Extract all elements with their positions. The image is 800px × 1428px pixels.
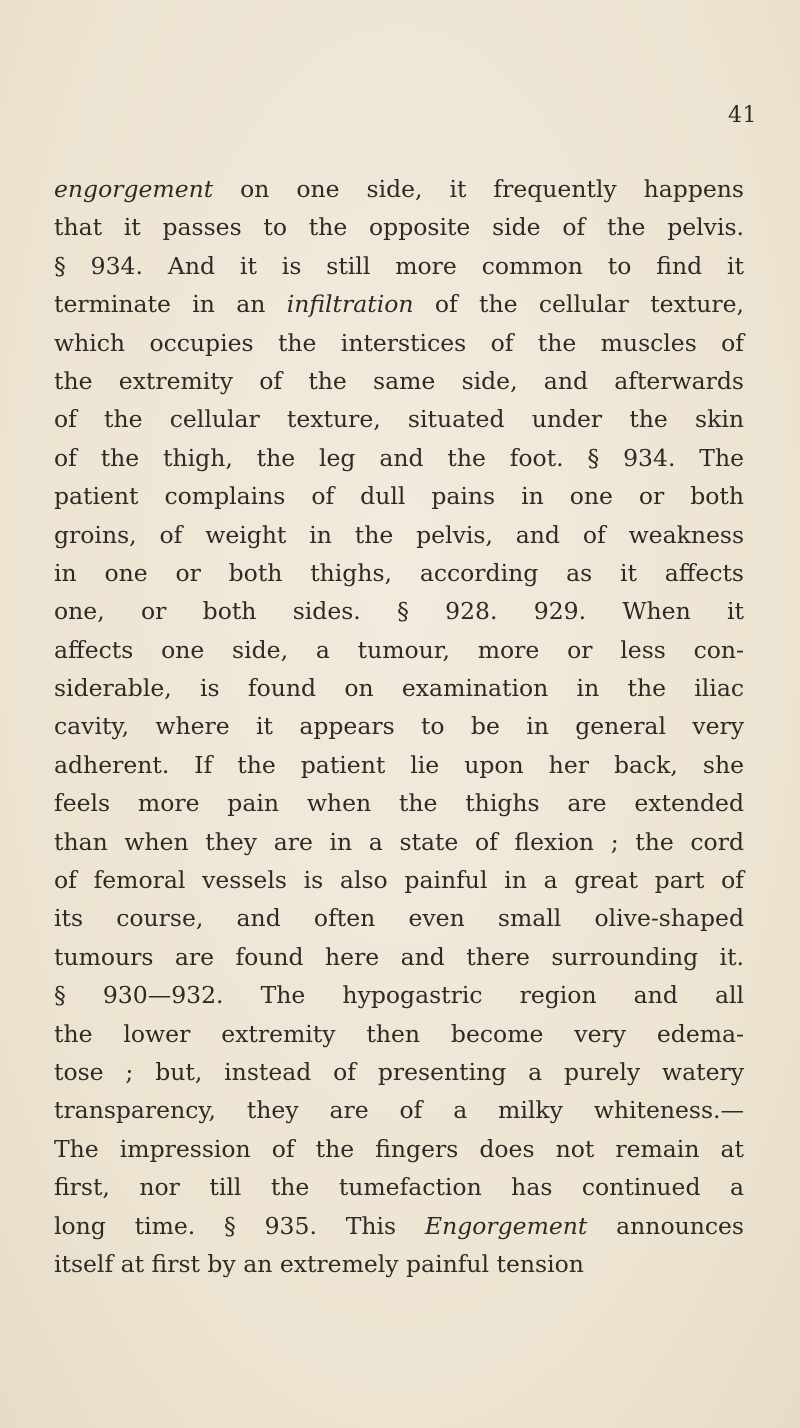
text-line [54, 707, 744, 745]
italic-text: infiltration [286, 290, 414, 319]
text-line [54, 1091, 744, 1129]
text-line [54, 746, 744, 784]
text-line [54, 938, 744, 976]
text-segment: on one side, it frequently happens [213, 175, 744, 203]
text-segment: long time. § 935. This [54, 1211, 425, 1240]
text-segment: § 934. And it is still more common to find it [54, 251, 744, 280]
text-segment: of the cellular texture, situated under the skin [54, 405, 744, 434]
text-line [54, 439, 744, 477]
text-segment: groins, of weight in the pelvis, and of weakness [54, 520, 744, 549]
page-number: 41 [728, 103, 757, 128]
text-line [54, 1245, 744, 1283]
text-segment: terminate in an [54, 290, 287, 319]
text-line [54, 554, 744, 592]
text-line [54, 208, 744, 246]
text-segment: one, or both sides. § 928. 929. When it [54, 597, 744, 626]
text-segment: that it passes to the opposite side of the pelvis. [54, 213, 744, 242]
text-segment: siderable, is found on examination in the iliac [54, 674, 744, 703]
text-line [54, 1130, 744, 1168]
text-segment: first, nor till the tumefaction has continued a [54, 1173, 744, 1202]
text-segment: patient complains of dull pains in one or both [54, 482, 744, 511]
text-segment: of femoral vessels is also painful in a great part of [54, 866, 744, 895]
text-segment: tumours are found here and there surrounding it. [54, 942, 744, 971]
text-line [54, 631, 744, 669]
text-line [54, 861, 744, 899]
text-line [54, 516, 744, 554]
text-line [54, 1207, 744, 1245]
text-segment: itself at first by an extremely painful tension [54, 1249, 584, 1278]
text-line [54, 285, 744, 323]
italic-text: Engorgement [424, 1211, 588, 1240]
text-line [54, 669, 744, 707]
text-segment: cavity, where it appears to be in general very [54, 712, 744, 741]
text-line [54, 247, 744, 285]
text-segment: affects one side, a tumour, more or less con- [54, 635, 744, 664]
text-line [54, 400, 744, 438]
text-line [54, 592, 744, 630]
text-segment: in one or both thighs, according as it affects [54, 558, 744, 587]
text-line [54, 1015, 744, 1053]
text-segment: feels more pain when the thighs are extended [54, 789, 744, 818]
text-segment: of the cellular texture, [413, 290, 744, 319]
text-line [54, 899, 744, 937]
text-line [54, 823, 744, 861]
text-segment: transparency, they are of a milky whiteness.— [54, 1096, 744, 1125]
text-segment: the extremity of the same side, and afterwards [54, 366, 744, 395]
text-segment: adherent. If the patient lie upon her back, she [54, 750, 744, 779]
text-segment: which occupies the interstices of the muscles of [54, 328, 744, 357]
text-line [54, 976, 744, 1014]
text-line [54, 477, 744, 515]
text-segment: of the thigh, the leg and the foot. § 934. The [54, 443, 744, 472]
text-segment: tose ; but, instead of presenting a purely watery [54, 1057, 744, 1086]
text-segment: announces [587, 1211, 744, 1240]
text-line [54, 784, 744, 822]
text-segment: the lower extremity then become very edema- [54, 1019, 744, 1048]
text-segment: its course, and often even small olive-shaped [54, 904, 744, 933]
text-segment: § 930—932. The hypogastric region and all [54, 981, 744, 1010]
text-segment: than when they are in a state of flexion ; the cord [54, 827, 744, 856]
text-line [54, 1053, 744, 1091]
text-line [54, 324, 744, 362]
text-segment: The impression of the fingers does not remain at [54, 1134, 744, 1163]
italic-text: engorgement [54, 175, 214, 203]
text-line [54, 170, 744, 208]
text-line [54, 1168, 744, 1206]
body-text [54, 170, 744, 1283]
text-line [54, 362, 744, 400]
